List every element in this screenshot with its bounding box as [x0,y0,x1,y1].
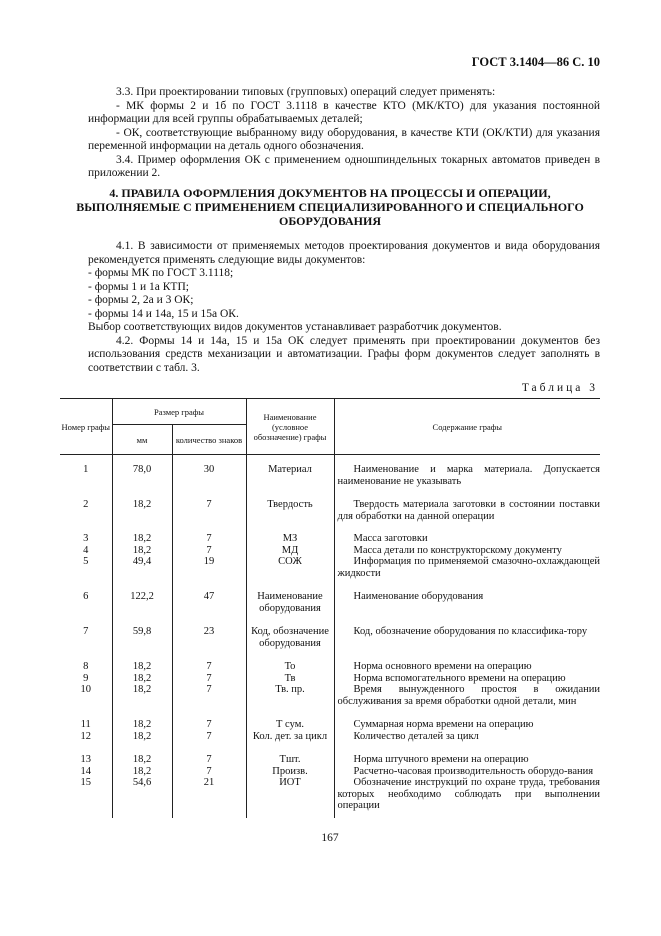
cell-chars: 7 [172,487,246,522]
table-row [60,614,600,649]
header-mm: мм [112,425,172,455]
table-row [60,649,600,673]
cell-chars: 7 [172,707,246,731]
table-row [60,673,600,685]
cell-chars: 7 [172,766,246,778]
cell-mm: 18,2 [112,766,172,778]
table-row [60,522,600,545]
cell-content: Наименование оборудования [353,591,484,602]
para-3-4-text: 3.4. Пример оформления ОК с применением одношпиндельных токарных автоматов приведен в приложении 2. [88,153,600,179]
list-item: - формы 14 и 14а, 15 и 15а ОК. [88,307,239,320]
cell-chars: 7 [172,649,246,673]
cell-mm: 49,4 [112,556,172,579]
cell-content: Код, обозначение оборудования по классифика-тору [353,626,588,637]
cell-name: МЗ [246,522,334,545]
cell-name: Твердость [246,487,334,522]
table-3 [60,398,600,818]
cell-number: 11 [60,707,112,731]
header-name: Наименование (условное обозначение) графы [246,399,334,455]
list-item: - формы 1 и 1а КТП; [88,280,189,293]
table-row [60,556,600,579]
table-row [60,777,600,818]
cell-mm: 18,2 [112,649,172,673]
cell-number: 2 [60,487,112,522]
cell-number: 4 [60,545,112,557]
table-row [60,707,600,731]
cell-mm: 18,2 [112,545,172,557]
para-3-3-item-b: - ОК, соответствующие выбранному виду оборудования, в качестве КТИ (ОК/КТИ) для указания переменной информации на деталь одного обозначения. [88,126,600,152]
para-3-3-item-a: - МК формы 2 и 1б по ГОСТ 3.1118 в качестве КТО (МК/КТО) для указания постоянной информации для всей группы обрабатываемых деталей; [88,99,600,125]
cell-chars: 47 [172,579,246,614]
cell-chars: 7 [172,545,246,557]
cell-mm: 18,2 [112,742,172,766]
cell-chars: 7 [172,673,246,685]
cell-chars: 30 [172,455,246,488]
cell-name: Кол. дет. за цикл [246,731,334,743]
cell-chars: 7 [172,684,246,707]
cell-mm: 18,2 [112,731,172,743]
para-4-1-text: 4.1. В зависимости от применяемых методов проектирования документов и вида оборудования рекомендуется применять следующие виды документов: [88,240,600,266]
cell-chars: 7 [172,522,246,545]
cell-number: 12 [60,731,112,743]
table-row [60,766,600,778]
cell-chars: 23 [172,614,246,649]
cell-number: 9 [60,673,112,685]
cell-mm: 18,2 [112,707,172,731]
cell-content: Суммарная норма времени на операцию [353,719,534,730]
table-row [60,684,600,707]
cell-content: Время вынужденного простоя в ожидании обслуживания за время обработки одной детали, мин [337,684,600,707]
cell-chars: 19 [172,556,246,579]
cell-content: Информация по применяемой смазочно-охлаждающей жидкости [337,556,600,579]
section-heading-line3: ОБОРУДОВАНИЯ [279,214,381,228]
list-item: - формы МК по ГОСТ 3.1118; [88,267,234,279]
cell-name: Произв. [246,766,334,778]
section-heading-line1: 4. ПРАВИЛА ОФОРМЛЕНИЯ ДОКУМЕНТОВ НА ПРОЦЕССЫ И ОПЕРАЦИИ, [109,186,551,200]
cell-content: Норма основного времени на операцию [353,661,532,672]
table-row [60,545,600,557]
cell-number: 13 [60,742,112,766]
cell-content: Количество деталей за цикл [353,730,479,742]
cell-mm: 54,6 [112,777,172,818]
cell-chars: 7 [172,742,246,766]
cell-name: Материал [246,455,334,488]
header-chars: количество знаков [172,425,246,455]
cell-number: 1 [60,455,112,488]
table-row [60,731,600,743]
cell-number: 8 [60,649,112,673]
list-item: - формы 2, 2а и 3 ОК; [88,294,194,306]
cell-mm: 59,8 [112,614,172,649]
cell-chars: 7 [172,731,246,743]
cell-name: Наименование оборудования [246,579,334,614]
table-row [60,487,600,522]
para-4-2-text: 4.2. Формы 14 и 14а, 15 и 15а ОК следует применять при проектировании документов без использования средств механизации и автоматизации. Графы форм документов следует заполнять в соответствии с табл. 3. [88,334,600,374]
cell-name: МД [246,545,334,557]
section-heading-line2: ВЫПОЛНЯЕМЫЕ С ПРИМЕНЕНИЕМ СПЕЦИАЛИЗИРОВАННОГО И СПЕЦИАЛЬНОГО [76,200,584,214]
cell-number: 14 [60,766,112,778]
cell-number: 15 [60,777,112,818]
cell-content: Норма вспомогательного времени на операцию [353,672,566,684]
cell-mm: 122,2 [112,579,172,614]
cell-mm: 18,2 [112,673,172,685]
cell-name: Тв [246,673,334,685]
header-content: Содержание графы [334,399,600,455]
cell-name: Т сум. [246,707,334,731]
cell-mm: 18,2 [112,487,172,522]
cell-name: Код, обозначение оборудования [246,614,334,649]
cell-mm: 18,2 [112,684,172,707]
table-row [60,579,600,614]
page-header: ГОСТ 3.1404—86 С. 10 [471,55,600,69]
cell-number: 7 [60,614,112,649]
cell-content: Обозначение инструкций по охране труда, требования которых необходимо соблюдать при выполнении операции [337,777,600,811]
header-number: Номер графы [60,399,112,455]
table-row [60,455,600,488]
page-number: 167 [321,832,339,844]
para-3-3-text: 3.3. При проектировании типовых (групповых) операций следует применять: [116,86,496,98]
table-row [60,742,600,766]
cell-content: Масса заготовки [353,533,428,544]
header-size: Размер графы [112,399,246,425]
table-caption: Таблица 3 [521,382,598,394]
cell-number: 5 [60,556,112,579]
cell-content: Норма штучного времени на операцию [353,754,529,765]
cell-name: То [246,649,334,673]
cell-number: 3 [60,522,112,545]
cell-number: 10 [60,684,112,707]
cell-name: Тшт. [246,742,334,766]
cell-content: Твердость материала заготовки в состоянии поставки для обработки на данной операции [337,499,600,522]
cell-name: ИОТ [246,777,334,818]
cell-mm: 18,2 [112,522,172,545]
paragraph-3-3 [88,86,600,181]
para-choice-text: Выбор соответствующих видов документов устанавливает разработчик документов. [88,321,502,333]
cell-mm: 78,0 [112,455,172,488]
cell-content: Масса детали по конструкторскому документу [353,544,562,556]
section-heading [60,186,600,228]
cell-name: Тв. пр. [246,684,334,707]
cell-number: 6 [60,579,112,614]
cell-content: Наименование и марка материала. Допускается наименование не указывать [337,464,600,487]
cell-chars: 21 [172,777,246,818]
paragraph-4 [88,240,600,375]
cell-name: СОЖ [246,556,334,579]
cell-content: Расчетно-часовая производительность оборудо-вания [353,765,594,777]
